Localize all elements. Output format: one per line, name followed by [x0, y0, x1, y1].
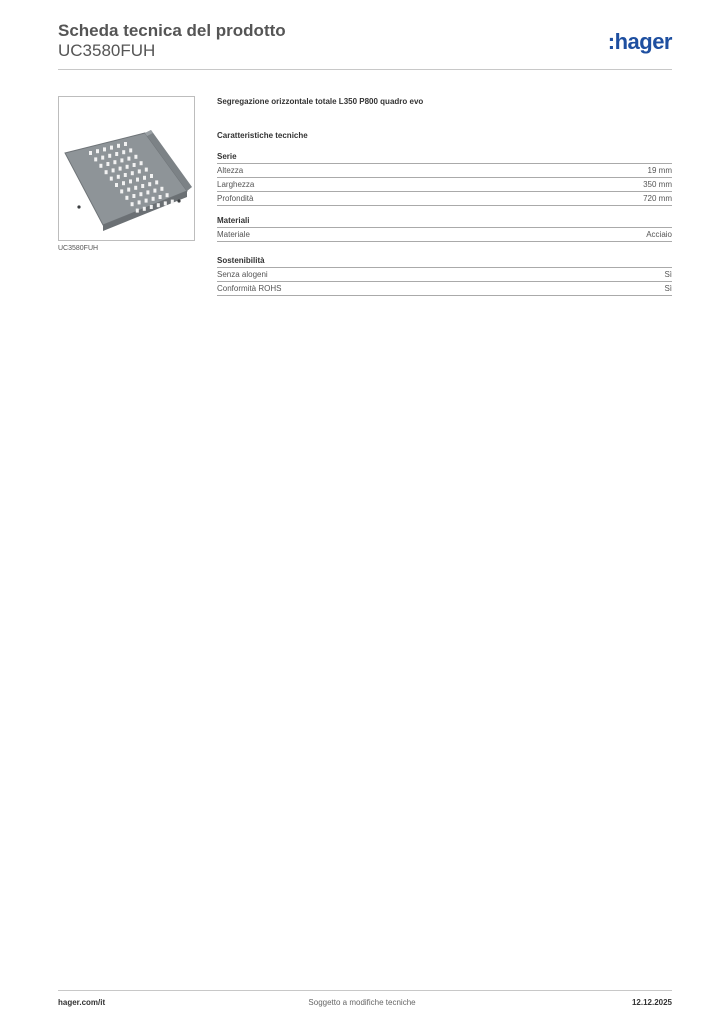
spec-value: Acciaio	[646, 230, 672, 239]
perforation-slot	[127, 188, 130, 192]
perforation-slot	[105, 170, 108, 174]
perforation-slot	[110, 177, 113, 181]
spec-row	[217, 228, 672, 242]
perforation-slot	[138, 200, 141, 204]
perforation-slot	[112, 168, 115, 172]
perforation-slot	[145, 199, 148, 203]
perforation-slot	[159, 195, 162, 199]
product-code: UC3580FUH	[58, 41, 156, 60]
perforation-slot	[131, 202, 134, 206]
perforation-slot	[120, 189, 123, 193]
footer-divider	[58, 990, 672, 991]
perforation-slot	[117, 144, 120, 148]
perforation-slot	[143, 207, 146, 211]
perforation-slot	[117, 175, 120, 179]
perforation-slot	[108, 154, 111, 158]
spec-value: 19 mm	[647, 166, 672, 175]
perforation-slot	[134, 186, 137, 190]
perforation-slot	[94, 157, 97, 161]
perforation-slot	[143, 176, 146, 180]
group-title: Serie	[217, 151, 672, 164]
perforation-slot	[127, 157, 130, 161]
spec-row	[217, 178, 672, 192]
spec-label: Senza alogeni	[217, 270, 268, 279]
perforation-slot	[113, 160, 116, 164]
perforation-slot	[106, 162, 109, 166]
group-title: Materiali	[217, 215, 672, 228]
perforation-slot	[153, 189, 156, 193]
perforation-slot	[136, 178, 139, 182]
perforation-slot	[140, 161, 143, 165]
spec-value: Sì	[664, 284, 672, 293]
spec-row	[217, 192, 672, 206]
product-image	[58, 96, 195, 241]
perforation-slot	[115, 152, 118, 156]
perforation-slot	[129, 148, 132, 152]
perforation-slot	[148, 182, 151, 186]
perforation-slot	[133, 163, 136, 167]
spec-row	[217, 164, 672, 178]
perforation-slot	[132, 194, 135, 198]
perforation-slot	[131, 171, 134, 175]
perforation-slot	[150, 174, 153, 178]
spec-group-serie	[217, 151, 672, 206]
perforation-slot	[126, 165, 129, 169]
perforation-slot	[125, 196, 128, 200]
product-description: Segregazione orizzontale totale L350 P800 quadro evo	[217, 97, 424, 106]
perforation-slot	[96, 149, 99, 153]
perforation-slot	[150, 205, 153, 209]
perforation-slot	[124, 173, 127, 177]
section-title: Caratteristiche tecniche	[217, 131, 308, 140]
spec-group-materiali	[217, 215, 672, 242]
spec-label: Profondità	[217, 194, 254, 203]
perforation-slot	[152, 197, 155, 201]
footer-website-link[interactable]: hager.com/it	[58, 998, 106, 1007]
footer-note: Soggetto a modifiche tecniche	[308, 998, 416, 1007]
perforation-slot	[166, 193, 169, 197]
perforation-slot	[136, 209, 139, 213]
perforation-slot	[120, 158, 123, 162]
spec-value: 350 mm	[643, 180, 672, 189]
perforation-slot	[134, 155, 137, 159]
perforation-slot	[139, 192, 142, 196]
spec-label: Larghezza	[217, 180, 255, 189]
perforation-slot	[129, 179, 132, 183]
perforation-slot	[171, 200, 174, 204]
perforation-slot	[101, 156, 104, 160]
footer-date: 12.12.2025	[631, 998, 672, 1007]
image-caption: UC3580FUH	[58, 245, 99, 252]
spec-label: Conformità ROHS	[217, 284, 282, 293]
perforation-slot	[164, 201, 167, 205]
perforation-slot	[115, 183, 118, 187]
page-title: Scheda tecnica del prodotto	[58, 21, 286, 40]
spec-row	[217, 282, 672, 296]
hager-logo: :hager	[607, 29, 672, 54]
perforation-slot	[145, 168, 148, 172]
perforation-slot	[141, 184, 144, 188]
group-title: Sostenibilità	[217, 255, 672, 268]
spec-value: 720 mm	[643, 194, 672, 203]
spec-value: Sì	[664, 270, 672, 279]
spec-label: Altezza	[217, 166, 244, 175]
perforation-slot	[157, 203, 160, 207]
perforated-shelf-image	[59, 97, 194, 240]
perforation-slot	[119, 167, 122, 171]
page-header	[58, 21, 672, 61]
product-details	[217, 96, 672, 296]
spec-group-sostenibilita	[217, 255, 672, 296]
perforation-slot	[122, 181, 125, 185]
perforation-slot	[99, 164, 102, 168]
spec-label: Materiale	[217, 230, 250, 239]
perforation-slot	[103, 147, 106, 151]
perforation-slot	[110, 146, 113, 150]
spec-row	[217, 268, 672, 282]
perforation-slot	[122, 150, 125, 154]
perforation-slot	[138, 169, 141, 173]
perforation-slot	[146, 190, 149, 194]
perforation-slot	[89, 151, 92, 155]
perforation-slot	[124, 142, 127, 146]
perforation-slot	[155, 180, 158, 184]
header-divider	[58, 69, 672, 70]
perforation-slot	[160, 187, 163, 191]
